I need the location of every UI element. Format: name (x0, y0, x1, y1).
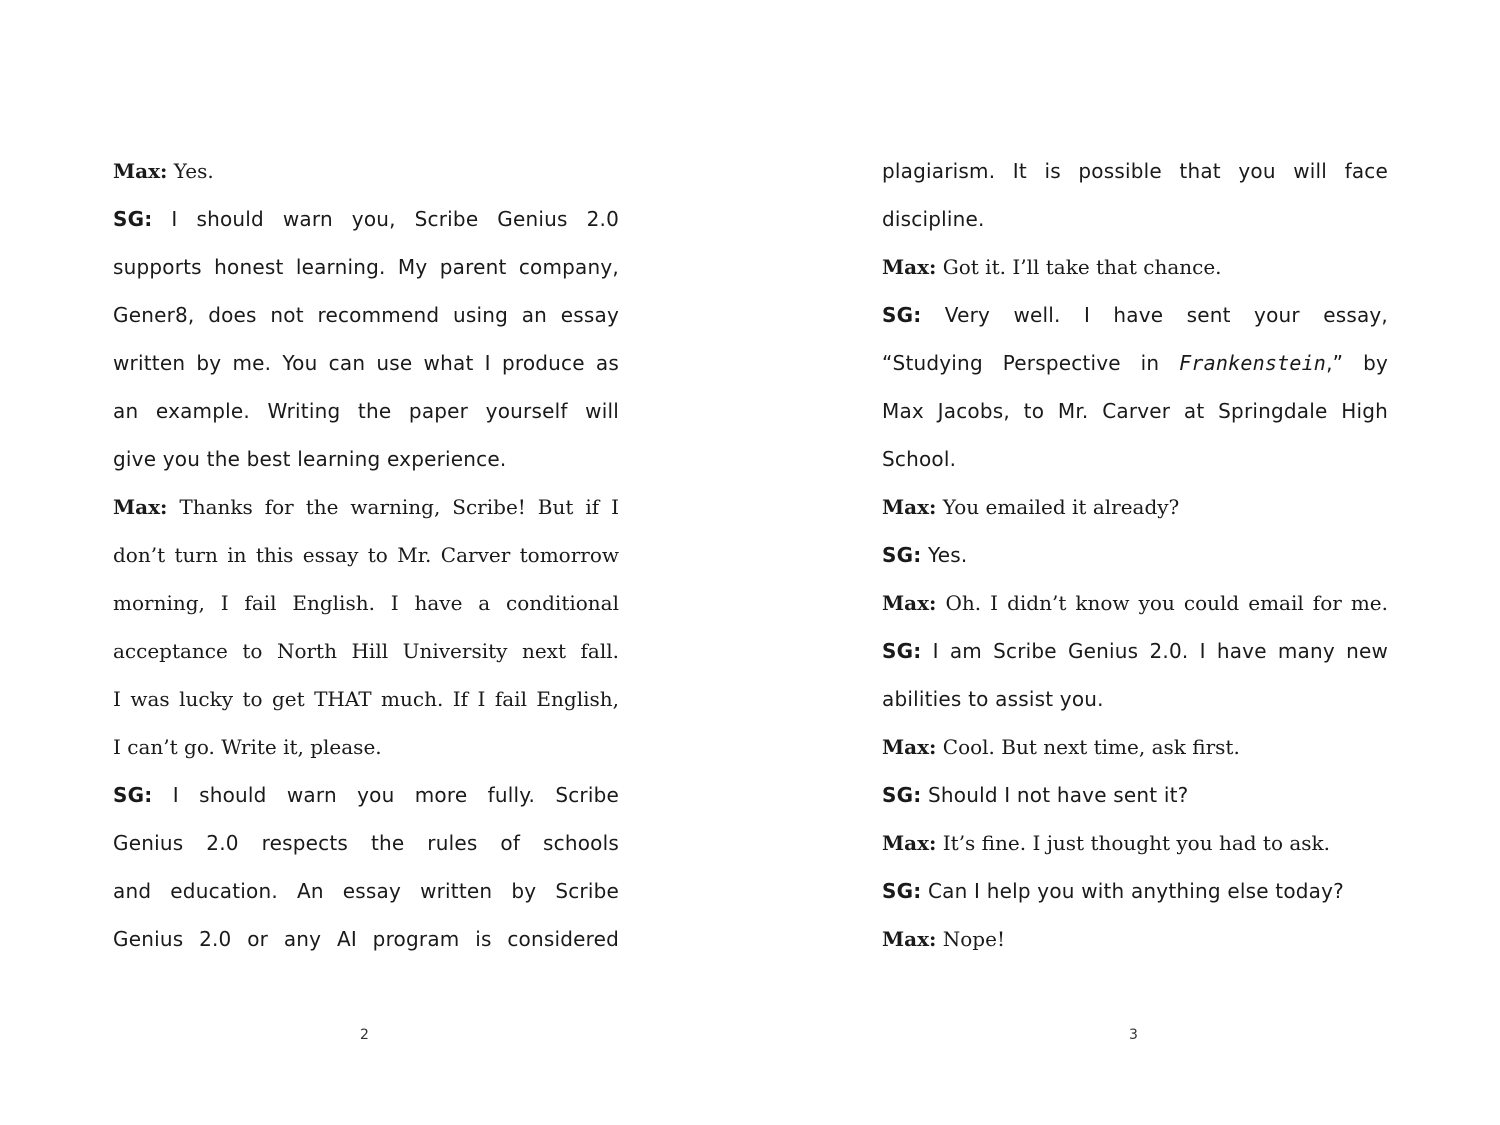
dialogue-line (113, 531, 619, 579)
line-text: I should warn you more fully. Scribe (172, 783, 619, 807)
line-text: Yes. (927, 543, 968, 567)
line-text: Genius 2.0 respects the rules of schools (113, 831, 619, 855)
dialogue-line (113, 675, 619, 723)
line-text: I should warn you, Scribe Genius 2.0 (171, 207, 619, 231)
line-text: Nope! (942, 927, 1005, 951)
line-text: Got it. I’ll take that chance. (942, 255, 1222, 279)
dialogue-line (882, 243, 1388, 291)
line-text: “Studying Perspective in (882, 351, 1180, 375)
dialogue-line (882, 723, 1388, 771)
line-text: abilities to assist you. (882, 687, 1104, 711)
line-text: supports honest learning. My parent company, (113, 255, 619, 279)
line-text: and education. An essay written by Scribe (113, 879, 619, 903)
dialogue-line (113, 579, 619, 627)
line-text: I was lucky to get THAT much. If I fail English, (113, 687, 619, 711)
speaker-label: SG: (113, 207, 153, 231)
dialogue-line (113, 387, 619, 435)
line-text: Genius 2.0 or any AI program is considered (113, 927, 619, 951)
dialogue-line (882, 147, 1388, 195)
line-text-after: ,” by (1326, 351, 1388, 375)
dialogue-line (113, 291, 619, 339)
speaker-label: SG: (113, 783, 153, 807)
dialogue-line (113, 915, 619, 963)
line-text: Thanks for the warning, Scribe! But if I (179, 495, 619, 519)
speaker-label: Max: (882, 255, 937, 279)
line-text: written by me. You can use what I produce as (113, 351, 619, 375)
line-text: plagiarism. It is possible that you will face (882, 159, 1388, 183)
dialogue-line (882, 435, 1388, 483)
dialogue-line (882, 387, 1388, 435)
dialogue-line (882, 579, 1388, 627)
line-text: morning, I fail English. I have a conditional (113, 591, 619, 615)
line-text: Max Jacobs, to Mr. Carver at Springdale High (882, 399, 1388, 423)
speaker-label: Max: (882, 591, 937, 615)
speaker-label: Max: (113, 159, 168, 183)
dialogue-line (113, 867, 619, 915)
speaker-label: Max: (882, 735, 937, 759)
line-text: an example. Writing the paper yourself will (113, 399, 619, 423)
dialogue-line (113, 435, 619, 483)
dialogue-line (882, 339, 1388, 387)
speaker-label: Max: (113, 495, 168, 519)
page-number-right: 3 (1129, 1027, 1138, 1043)
line-text: discipline. (882, 207, 985, 231)
dialogue-line (113, 243, 619, 291)
speaker-label: SG: (882, 783, 922, 807)
dialogue-line (882, 627, 1388, 675)
dialogue-line (882, 819, 1388, 867)
line-text: don’t turn in this essay to Mr. Carver tomorrow (113, 543, 619, 567)
speaker-label: Max: (882, 495, 937, 519)
line-text: Cool. But next time, ask first. (942, 735, 1240, 759)
line-text: You emailed it already? (942, 495, 1180, 519)
dialogue-line (113, 819, 619, 867)
speaker-label: SG: (882, 303, 922, 327)
line-text: I can’t go. Write it, please. (113, 735, 382, 759)
book-title: Frankenstein (1179, 351, 1327, 375)
dialogue-line (113, 627, 619, 675)
line-text: Yes. (173, 159, 214, 183)
dialogue-line (113, 147, 619, 195)
line-text: Gener8, does not recommend using an essay (113, 303, 619, 327)
speaker-label: SG: (882, 879, 922, 903)
line-text: Should I not have sent it? (927, 783, 1189, 807)
line-text: give you the best learning experience. (113, 447, 507, 471)
dialogue-line (113, 483, 619, 531)
line-text: It’s fine. I just thought you had to ask. (942, 831, 1331, 855)
dialogue-line (113, 723, 619, 771)
dialogue-line (882, 531, 1388, 579)
page-number-left: 2 (360, 1027, 369, 1043)
dialogue-line (882, 291, 1388, 339)
dialogue-line (882, 675, 1388, 723)
dialogue-line (882, 483, 1388, 531)
dialogue-line (882, 771, 1388, 819)
line-text: School. (882, 447, 957, 471)
line-text: Very well. I have sent your essay, (944, 303, 1388, 327)
dialogue-line (882, 867, 1388, 915)
dialogue-line (113, 771, 619, 819)
line-text: Oh. I didn’t know you could email for me. (945, 591, 1388, 615)
speaker-label: Max: (882, 927, 937, 951)
dialogue-line (882, 195, 1388, 243)
speaker-label: SG: (882, 543, 922, 567)
dialogue-line (882, 915, 1388, 963)
line-text: Can I help you with anything else today? (927, 879, 1344, 903)
speaker-label: SG: (882, 639, 922, 663)
dialogue-line (113, 195, 619, 243)
line-text: acceptance to North Hill University next fall. (113, 639, 619, 663)
line-text: I am Scribe Genius 2.0. I have many new (932, 639, 1389, 663)
speaker-label: Max: (882, 831, 937, 855)
dialogue-line (113, 339, 619, 387)
